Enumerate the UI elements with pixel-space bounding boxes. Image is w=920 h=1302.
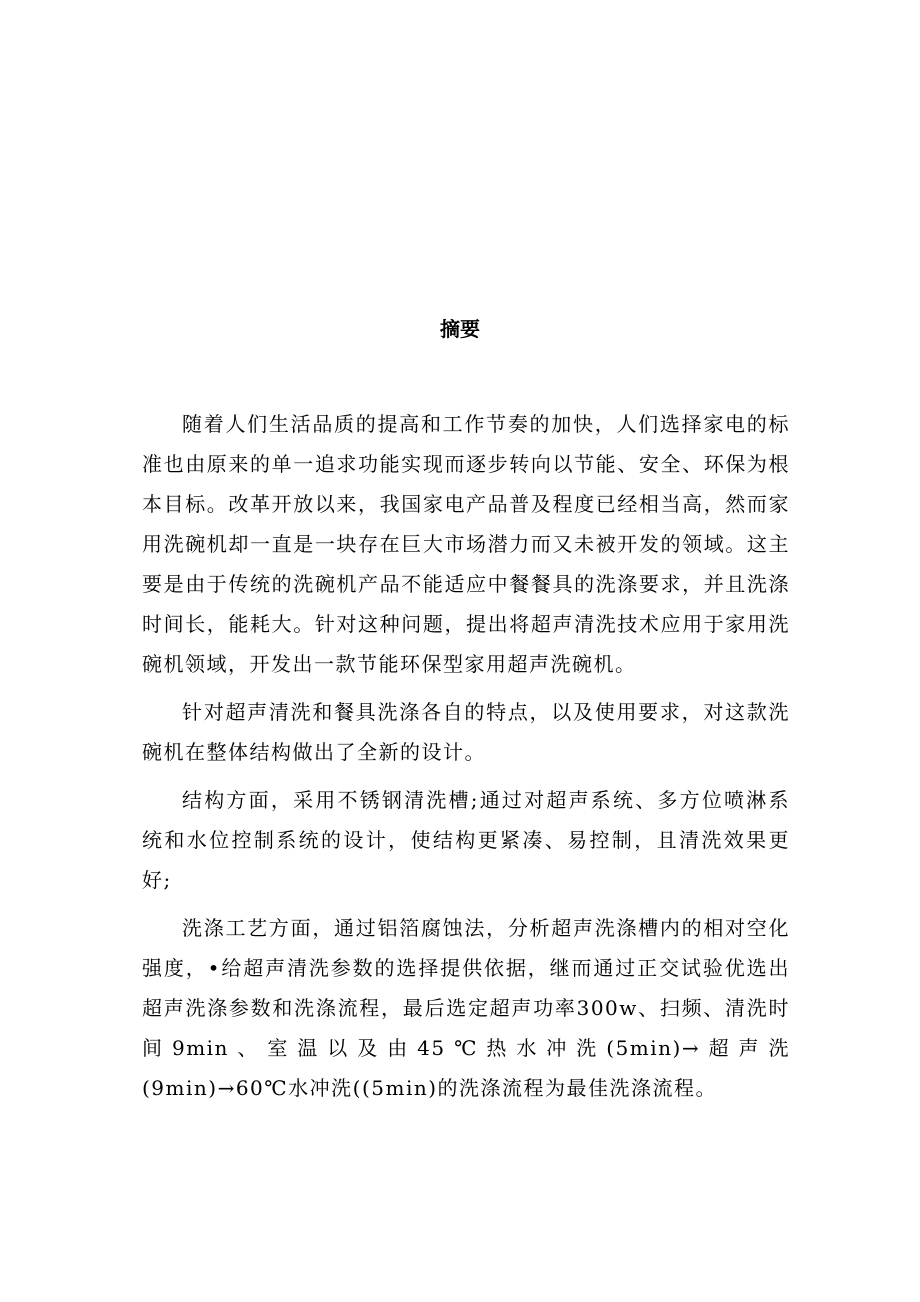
abstract-paragraph-4: 洗涤工艺方面，通过铝箔腐蚀法，分析超声洗涤槽内的相对空化强度，•给超声清洗参数的选择提供依据，继而通过正交试验优选出超声洗涤参数和洗涤流程，最后选定超声功率300w、扫频、清洗时间9min、室温以及由45℃热水冲洗(5min)→超声洗(9min)→60℃水冲洗((5min)的洗涤流程为最佳洗涤流程。 — [142, 916, 790, 1100]
abstract-body — [142, 404, 790, 1116]
abstract-paragraph-1: 随着人们生活品质的提高和工作节奏的加快，人们选择家电的标准也由原来的单一追求功能实现而逐步转向以节能、安全、环保为根本目标。改革开放以来，我国家电产品普及程度已经相当高，然而家用洗碗机却一直是一块存在巨大市场潜力而又未被开发的领域。这主要是由于传统的洗碗机产品不能适应中餐餐具的洗涤要求，并且洗涤时间长，能耗大。针对这种问题，提出将超声清洗技术应用于家用洗碗机领域，开发出一款节能环保型家用超声洗碗机。 — [142, 412, 790, 676]
abstract-paragraph-3: 结构方面，采用不锈钢清洗槽;通过对超声系统、多方位喷淋系统和水位控制系统的设计，使结构更紧凑、易控制，且清洗效果更好; — [142, 788, 790, 892]
abstract-title: 摘要 — [440, 317, 480, 341]
abstract-paragraph-2: 针对超声清洗和餐具洗涤各自的特点，以及使用要求，对这款洗碗机在整体结构做出了全新的设计。 — [142, 700, 790, 764]
